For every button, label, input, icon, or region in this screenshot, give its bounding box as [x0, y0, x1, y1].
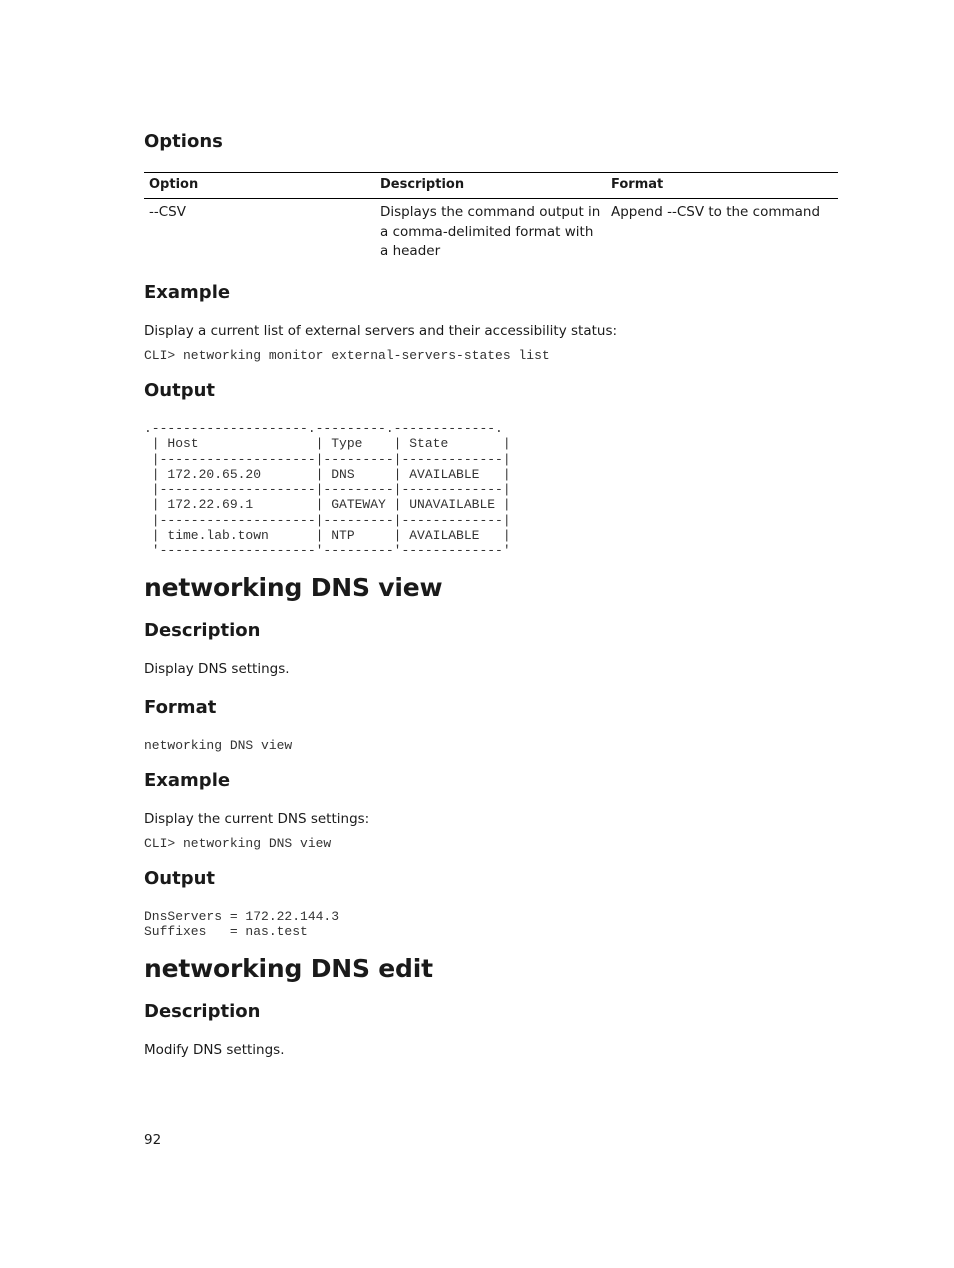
options-col-format: Format — [606, 173, 838, 199]
dns-view-example-heading: Example — [144, 770, 231, 791]
options-heading: Options — [144, 131, 223, 152]
page-number: 92 — [144, 1132, 162, 1148]
output-line: | Host | Type | State | — [144, 436, 511, 452]
output-line: '--------------------'---------'-------------' — [144, 543, 511, 559]
format-cell: Append --CSV to the command — [611, 204, 821, 220]
dns-view-example-text: Display the current DNS settings: — [144, 811, 370, 827]
output-line: | 172.20.65.20 | DNS | AVAILABLE | — [144, 466, 511, 482]
example-heading: Example — [144, 282, 231, 303]
output-table-block — [144, 421, 511, 559]
dns-view-description-heading: Description — [144, 620, 261, 641]
options-table — [144, 172, 838, 266]
output-line: |--------------------|---------|-------------| — [144, 512, 511, 528]
output-heading: Output — [144, 380, 216, 401]
dns-edit-title: networking DNS edit — [144, 954, 433, 983]
output-line: |--------------------|---------|-------------| — [144, 482, 511, 498]
dns-view-format-code: networking DNS view — [144, 738, 293, 753]
output-line: |--------------------|---------|-------------| — [144, 451, 511, 467]
dns-view-format-heading: Format — [144, 697, 217, 718]
dns-view-example-command: CLI> networking DNS view — [144, 836, 332, 851]
output-line: | 172.22.69.1 | GATEWAY | UNAVAILABLE | — [144, 497, 511, 513]
dns-view-output-heading: Output — [144, 868, 216, 889]
options-col-description: Description — [375, 173, 606, 199]
options-col-option: Option — [144, 173, 375, 199]
option-cell: --CSV — [149, 204, 186, 220]
dns-view-output-block — [144, 909, 339, 940]
table-row — [144, 199, 838, 266]
dns-view-title: networking DNS view — [144, 573, 443, 602]
description-cell: Displays the command output in a comma-delimited format with a header — [380, 204, 601, 259]
dns-view-description-text: Display DNS settings. — [144, 661, 290, 677]
dns-edit-description-text: Modify DNS settings. — [144, 1042, 285, 1058]
example-text: Display a current list of external servers and their accessibility status: — [144, 323, 618, 339]
dns-edit-description-heading: Description — [144, 1001, 261, 1022]
output-line: DnsServers = 172.22.144.3 — [144, 909, 340, 924]
output-line: | time.lab.town | NTP | AVAILABLE | — [144, 528, 511, 544]
output-line: .--------------------.---------.-------------. — [144, 421, 503, 436]
output-line: Suffixes = nas.test — [144, 924, 308, 940]
options-table-header-row — [144, 173, 838, 199]
example-command: CLI> networking monitor external-servers-states list — [144, 348, 550, 363]
